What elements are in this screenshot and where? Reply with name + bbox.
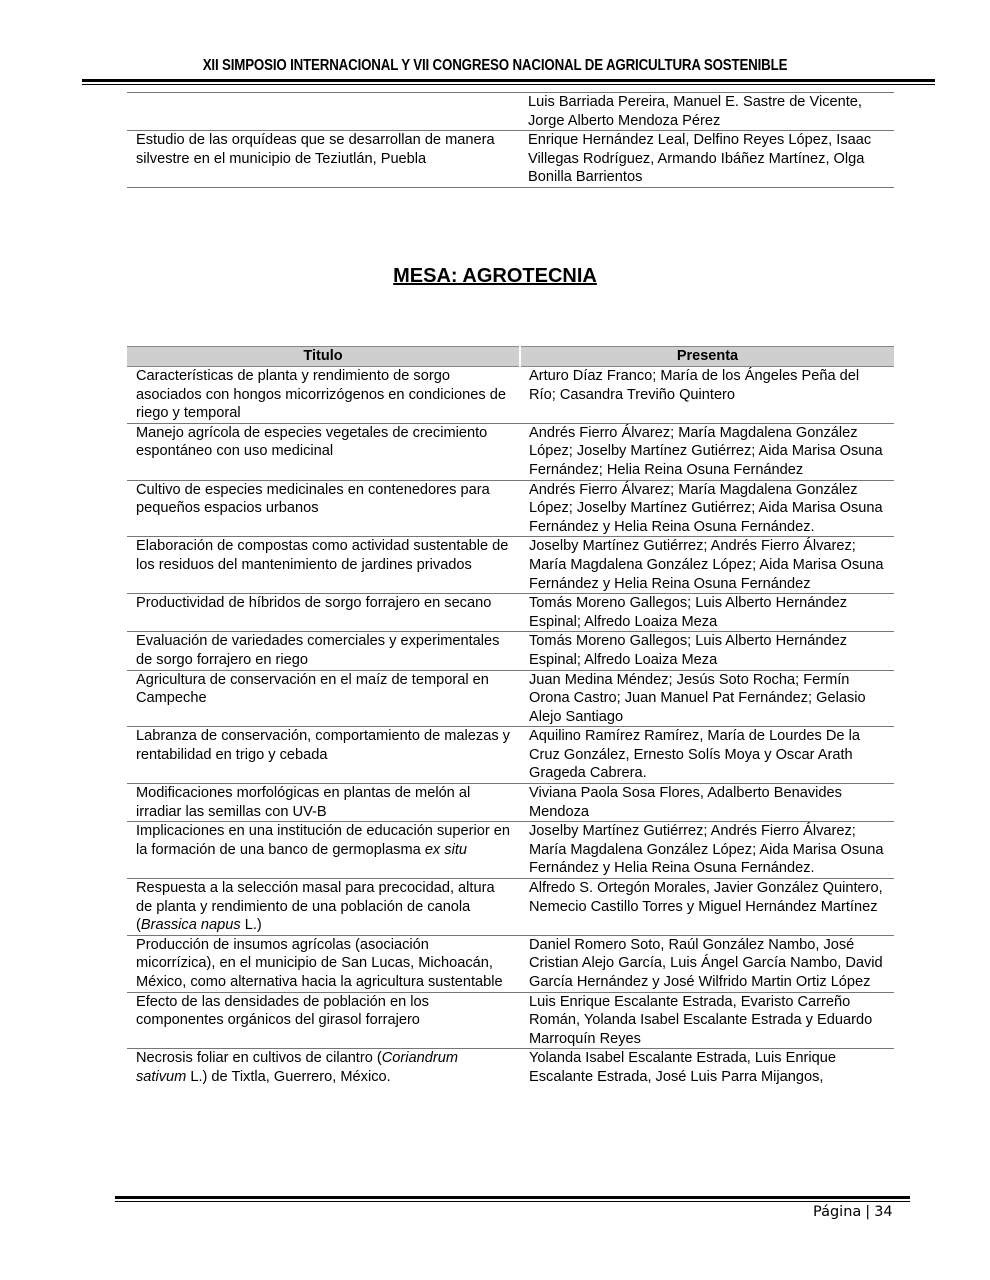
titulo-text: Productividad de híbridos de sorgo forrajero en secano	[136, 595, 492, 612]
footer-rule-thin	[115, 1201, 910, 1202]
presenta-cell: Viviana Paola Sosa Flores, Adalberto Benavides Mendoza	[520, 784, 894, 822]
titulo-italic-text: Coriandrum sativum	[136, 1050, 459, 1085]
titulo-text: L.)	[240, 917, 262, 934]
titulo-cell	[127, 423, 520, 480]
titulo-cell	[127, 935, 520, 992]
titulo-cell	[127, 480, 520, 537]
titulo-cell	[127, 992, 520, 1049]
titulo-text: Manejo agrícola de especies vegetales de crecimiento espontáneo con uso medicinal	[136, 424, 488, 460]
table-row	[127, 992, 894, 1049]
footer-rule-thick	[115, 1196, 910, 1199]
table-row	[127, 879, 894, 936]
header-rule-thin	[82, 84, 935, 85]
column-header-titulo: Titulo	[127, 347, 520, 367]
document-header-title: XII SIMPOSIO INTERNACIONAL Y VII CONGRESO NACIONAL DE AGRICULTURA SOSTENIBLE	[202, 57, 788, 74]
section-title: MESA: AGROTECNIA	[393, 265, 597, 287]
table-row	[127, 480, 894, 537]
titulo-italic-text: ex situ	[424, 841, 467, 858]
table-row	[127, 93, 894, 131]
column-header-presenta: Presenta	[520, 347, 894, 367]
titulo-cell	[127, 632, 520, 670]
continued-table	[127, 92, 894, 188]
titulo-cell	[127, 367, 520, 424]
table-row	[127, 632, 894, 670]
titulo-cell	[127, 727, 520, 784]
titulo-text: Agricultura de conservación en el maíz de temporal en Campeche	[136, 671, 489, 707]
titulo-cell	[127, 822, 520, 879]
titulo-cell: Estudio de las orquídeas que se desarrollan de manera silvestre en el municipio de Teziutlán, Puebla	[127, 131, 519, 188]
agrotecnia-table	[127, 346, 894, 1087]
titulo-text: Elaboración de compostas como actividad sustentable de los residuos del mantenimiento de jardines privados	[136, 538, 509, 573]
presenta-cell: Arturo Díaz Franco; María de los Ángeles Peña del Río; Casandra Treviño Quintero	[520, 367, 894, 424]
presenta-cell: Enrique Hernández Leal, Delfino Reyes López, Isaac Villegas Rodríguez, Armando Ibáñez Martínez, Olga Bonilla Barrientos	[519, 131, 894, 188]
table-row	[127, 594, 894, 632]
table-row	[127, 670, 894, 727]
titulo-text: Características de planta y rendimiento de sorgo asociados con hongos micorrizógenos en condiciones de riego y temporal	[136, 368, 506, 422]
presenta-cell: Juan Medina Méndez; Jesús Soto Rocha; Fermín Orona Castro; Juan Manuel Pat Fernández; Gelasio Alejo Santiago	[520, 670, 894, 727]
presenta-cell: Yolanda Isabel Escalante Estrada, Luis Enrique Escalante Estrada, José Luis Parra Mijangos,	[529, 1050, 836, 1085]
presenta-cell: Joselby Martínez Gutiérrez; Andrés Fierro Álvarez; María Magdalena González López; Aida Marisa Osuna Fernández y Helia Reina Osuna Fernández.	[520, 822, 894, 879]
page-number	[813, 1204, 893, 1220]
titulo-text: Evaluación de variedades comerciales y experimentales de sorgo forrajero en riego	[136, 633, 500, 668]
table-row	[127, 784, 894, 822]
table-row	[127, 1049, 894, 1087]
table-row	[127, 822, 894, 879]
table-row	[127, 727, 894, 784]
presenta-cell: Andrés Fierro Álvarez; María Magdalena González López; Joselby Martínez Gutiérrez; Aida Marisa Osuna Fernández; Helia Reina Osuna Fernández	[520, 423, 894, 480]
presenta-cell: Luis Barriada Pereira, Manuel E. Sastre de Vicente, Jorge Alberto Mendoza Pérez	[519, 93, 894, 131]
table-row	[127, 131, 894, 188]
titulo-text: Labranza de conservación, comportamiento de malezas y rentabilidad en trigo y cebada	[136, 728, 510, 763]
presenta-cell: Luis Enrique Escalante Estrada, Evaristo Carreño Román, Yolanda Isabel Escalante Estrada y Eduardo Marroquín Reyes	[520, 992, 894, 1049]
table-row	[127, 935, 894, 992]
presenta-cell: Alfredo S. Ortegón Morales, Javier González Quintero, Nemecio Castillo Torres y Miguel Hernández Martínez	[520, 879, 894, 936]
titulo-text: Modificaciones morfológicas en plantas de melón al irradiar las semillas con UV-B	[136, 785, 471, 820]
presenta-cell: Joselby Martínez Gutiérrez; Andrés Fierro Álvarez; María Magdalena González López; Aida Marisa Osuna Fernández y Helia Reina Osuna Fernández	[520, 537, 894, 594]
table-row	[127, 537, 894, 594]
presenta-cell: Andrés Fierro Álvarez; María Magdalena González López; Joselby Martínez Gutiérrez; Aida Marisa Osuna Fernández y Helia Reina Osuna Fernández.	[520, 480, 894, 537]
titulo-cell	[127, 537, 520, 594]
page-label: Página	[813, 1204, 862, 1220]
titulo-text: Necrosis foliar en cultivos de cilantro (	[136, 1050, 382, 1067]
page-number-value: 34	[874, 1204, 893, 1220]
titulo-text: Efecto de las densidades de población en los componentes orgánicos del girasol forrajero	[136, 993, 429, 1029]
page-separator: |	[865, 1204, 871, 1220]
presenta-cell: Aquilino Ramírez Ramírez, María de Lourdes De la Cruz González, Ernesto Solís Moya y Oscar Arath Grageda Cabrera.	[520, 727, 894, 784]
titulo-cell	[127, 93, 519, 131]
titulo-text: Implicaciones en una institución de educación superior en la formación de una banco de germoplasma	[136, 823, 510, 858]
titulo-text: Cultivo de especies medicinales en contenedores para pequeños espacios urbanos	[136, 481, 490, 517]
titulo-text: L.) de Tixtla, Guerrero, México.	[186, 1068, 391, 1085]
presenta-cell: Daniel Romero Soto, Raúl González Nambo, José Cristian Alejo García, Luis Ángel García Nambo, David García Hernández y José Wilfrido Martin Ortiz López	[520, 935, 894, 992]
titulo-cell	[127, 784, 520, 822]
table-row	[127, 367, 894, 424]
titulo-italic-text: Brassica napus	[140, 917, 241, 934]
table-header-row	[127, 347, 894, 367]
header-rule-thick	[82, 79, 935, 82]
titulo-text: Producción de insumos agrícolas (asociación micorrízica), en el municipio de San Lucas, Michoacán, México, como alternativa hacia la agricultura sustentable	[136, 936, 503, 990]
presenta-cell: Tomás Moreno Gallegos; Luis Alberto Hernández Espinal; Alfredo Loaiza Meza	[520, 632, 894, 670]
table-row	[127, 423, 894, 480]
titulo-text: Respuesta a la selección masal para precocidad, altura de planta y rendimiento de una población de canola (	[136, 880, 495, 934]
titulo-cell	[127, 670, 520, 727]
titulo-cell	[127, 1049, 520, 1087]
titulo-cell	[127, 879, 520, 936]
titulo-cell	[127, 594, 520, 632]
presenta-cell: Tomás Moreno Gallegos; Luis Alberto Hernández Espinal; Alfredo Loaiza Meza	[520, 594, 894, 632]
